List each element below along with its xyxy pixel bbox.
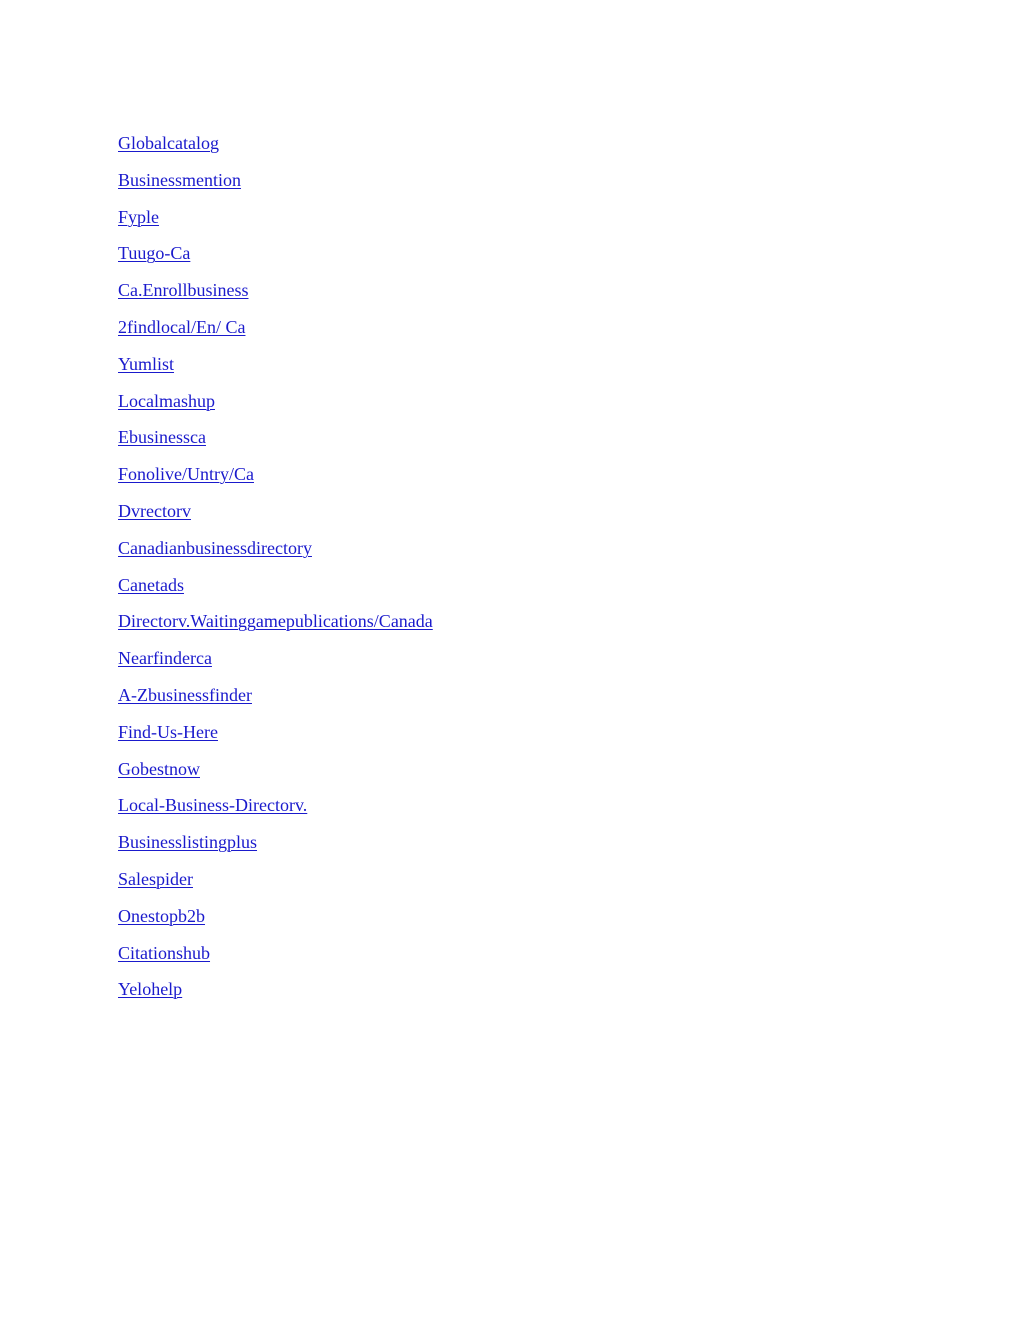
list-item bbox=[118, 534, 433, 571]
link-canadianbusinessdirectory[interactable]: Canadianbusinessdirectory bbox=[118, 537, 312, 558]
link-find-us-here[interactable]: Find-Us-Here bbox=[118, 721, 218, 742]
list-item bbox=[118, 350, 433, 387]
list-item bbox=[118, 939, 433, 976]
list-item bbox=[118, 276, 433, 313]
link-fonolive[interactable]: Fonolive/Untry/Ca bbox=[118, 464, 254, 485]
list-item bbox=[118, 865, 433, 902]
list-item bbox=[118, 975, 433, 1012]
list-item bbox=[118, 755, 433, 792]
link-businesslistingplus[interactable]: Businesslistingplus bbox=[118, 832, 258, 853]
link-businessmention[interactable]: Businessmention bbox=[118, 169, 242, 190]
list-item bbox=[118, 681, 433, 718]
list-item bbox=[118, 313, 433, 350]
link-onestopb2b[interactable]: Onestopb2b bbox=[118, 905, 205, 926]
link-citationshub[interactable]: Citationshub bbox=[118, 942, 211, 963]
list-item bbox=[118, 166, 433, 203]
list-item bbox=[118, 828, 433, 865]
link-ca-enrollbusiness[interactable]: Ca.Enrollbusiness bbox=[118, 280, 249, 301]
list-item bbox=[118, 718, 433, 755]
link-localmashup[interactable]: Localmashup bbox=[118, 390, 215, 411]
list-item bbox=[118, 460, 433, 497]
list-item bbox=[118, 239, 433, 276]
link-local-business-directory[interactable]: Local-Business-Directorv. bbox=[118, 795, 308, 816]
link-salespider[interactable]: Salespider bbox=[118, 868, 193, 889]
link-yelohelp[interactable]: Yelohelp bbox=[118, 979, 183, 1000]
link-canetads[interactable]: Canetads bbox=[118, 574, 184, 595]
list-item bbox=[118, 387, 433, 424]
link-fyple[interactable]: Fyple bbox=[118, 206, 160, 227]
list-item bbox=[118, 644, 433, 681]
link-nearfinderca[interactable]: Nearfinderca bbox=[118, 648, 212, 669]
link-globalcatalog[interactable]: Globalcatalog bbox=[118, 133, 219, 153]
list-item bbox=[118, 423, 433, 460]
list-item bbox=[118, 902, 433, 939]
list-item bbox=[118, 791, 433, 828]
list-item bbox=[118, 607, 433, 644]
link-waitinggamepublications[interactable]: Directorv.Waitinggamepublications/Canada bbox=[118, 611, 433, 632]
directory-link-list bbox=[118, 129, 433, 1012]
link-a-zbusinessfinder[interactable]: A-Zbusinessfinder bbox=[118, 684, 252, 705]
link-yumlist[interactable]: Yumlist bbox=[118, 353, 175, 374]
list-item bbox=[118, 571, 433, 608]
list-item bbox=[118, 203, 433, 240]
link-tuugo-ca[interactable]: Tuugo-Ca bbox=[118, 243, 191, 264]
link-ebusinessca[interactable]: Ebusinessca bbox=[118, 427, 206, 448]
link-2findlocal[interactable]: 2findlocal/En/ Ca bbox=[118, 316, 246, 337]
link-gobestnow[interactable]: Gobestnow bbox=[118, 758, 200, 779]
list-item bbox=[118, 129, 433, 166]
list-item bbox=[118, 497, 433, 534]
link-dvrectorv[interactable]: Dvrectorv bbox=[118, 500, 191, 521]
